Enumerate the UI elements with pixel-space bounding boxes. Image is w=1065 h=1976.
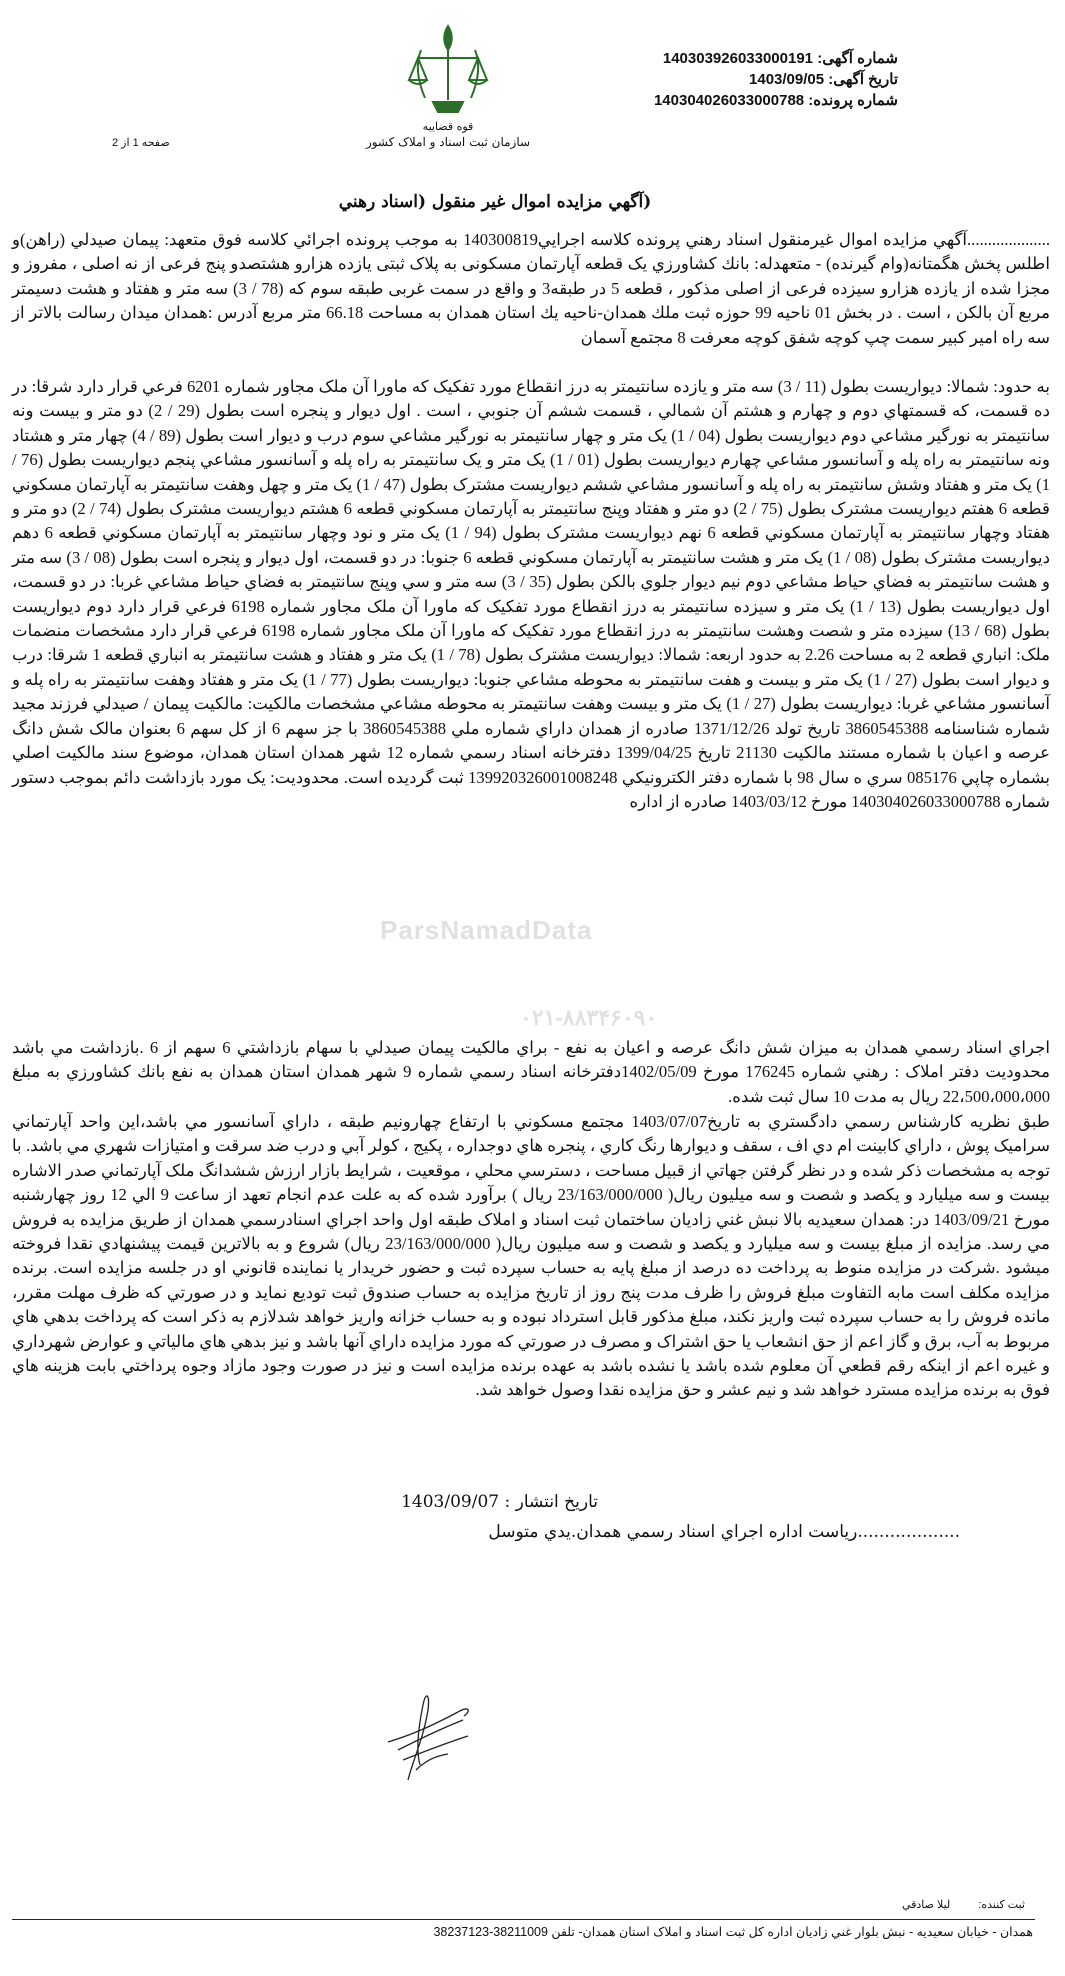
paragraph-restrictions: اجراي اسناد رسمي همدان به ميزان شش دانگ عرصه و اعيان به نفع - براي مالكيت پيمان صيدلي با سهام بازداشتي 6 سهم از 6 .بازداشت مي باشد محدوديت دفتر املاک : رهني شماره 176245 مورخ 1402/05/09دفترخانه اسناد رسمي شماره 9 شهر همدان استان همدان به نفع بانك كشاورزي به مبلغ 22،500،000،000 ريال به مدت 10 سال ثبت شده. — [12, 1038, 1050, 1106]
ad-number: شماره آگهی: 140303926033000191 — [662, 50, 898, 67]
office-signatory: ...................رياست اداره اجراي اسناد رسمي همدان.يدي متوسل — [488, 1522, 960, 1542]
handwritten-signature — [368, 1670, 488, 1790]
watermark: ParsNamadData — [380, 915, 593, 945]
ad-date: تاریخ آگهی: 1403/09/05 — [749, 71, 898, 88]
footer-divider — [12, 1919, 1035, 1920]
scales-of-justice-icon — [403, 20, 493, 120]
footer-address: همدان - خيابان سعيديه - نبش بلوار غني زاديان اداره كل ثبت اسناد و املاک استان همدان- تلفن 38211009-38237123 — [433, 1925, 1033, 1939]
recorder-name: ليلا صادقي — [901, 1899, 951, 1911]
paragraph-boundaries: به حدود: شمالا: ديواريست بطول (11 / 3) سه متر و يازده سانتيمتر به درز انقطاع مورد تفكيک كه ماورا آن ملک مجاور شماره 6201 فرعي قرار دارد شرقا: در ده قسمت، كه قسمتهاي دوم و چهارم و هشتم آن شمالي ، قسمت ششم آن جنوبي ، است . اول ديوار و پنجره است بطول (29 / 2) دو متر و بيست ونه سانتيمتر به نورگير مشاعي دوم ديواريست بطول (04 / 1) يک متر و چهار سانتيمتر به نورگير مشاعي سوم درب و ديوار است بطول (89 / 4) چهار متر و هشتاد ونه سانتيمتر به راه پله و آسانسور مشاعي چهارم ديواريست بطول (01 / 1) يک متر و يک سانتيمتر به راه پله و آسانسور مشاعي پنجم ديواريست بطول (76 / 1) يک متر و هفتاد وشش سانتيمتر به راه پله و آسانسور مشاعي ششم ديواريست مشترک بطول (47 / 1) يک متر و چهل وهفت سانتيمتر به آپارتمان مسكوني قطعه 6 هفتم ديواريست مشترک بطول (75 / 2) دو متر و هفتاد وپنج سانتيمتر به آپارتمان مسكوني قطعه 6 هشتم ديواريست مشترک بطول (74 / 2) دو متر و هفتاد وچهار سانتيمتر به آپارتمان مسكوني قطعه 6 نهم ديواريست مشترک بطول (94 / 1) يک متر و نود وچهار سانتيمتر به آپارتمان مسكوني قطعه 6 دهم ديواريست مشترک بطول (08 / 1) يک متر و هشت سانتيمتر به آپارتمان مسكوني قطعه 6 جنوبا: در دو قسمت، اول ديوار و پنجره است بطول (08 / 3) سه متر و هشت سانتيمتر به فضاي حياط مشاعي دوم نيم ديوار جلوي بالكن بطول (35 / 3) سه متر و سي وپنج سانتيمتر به فضاي حياط مشاعي غربا: در دو قسمت، اول ديواريست بطول (13 / 1) يک متر و سيزده سانتيمتر به درز انقطاع مورد تفكيک كه ماورا آن ملک مجاور شماره 6198 فرعي قرار دارد دوم ديواريست بطول (68 / 13) سيزده متر و شصت وهشت سانتيمتر به درز انقطاع مورد تفكيک كه ماورا آن ملک مجاور شماره 6198 فرعي قرار دارد مشخصات منضمات ملک: انباري قطعه 2 به مساحت 2.26 به حدود اربعه: شمالا: ديواريست مشترک بطول (78 / 1) يک متر و هفتاد و هشت سانتيمتر به انباري قطعه 1 شرقا: درب و ديوار است بطول (27 / 1) يک متر و بيست و هفت سانتيمتر به محوطه مشاعي جنوبا: ديواريست بطول (77 / 1) يک متر و هفتاد وهفت سانتيمتر به راه پله و آسانسور مشاعي غربا: ديواريست بطول (27 / 1) يک متر و بيست وهفت سانتيمتر به محوطه مشاعي مشخصات مالكيت: مالكيت پيمان / صيدلي فرزند مجيد شماره شناسنامه 3860545388 تاريخ تولد 1371/12/26 صادره از همدان داراي شماره ملي 3860545388 با جز سهم 6 از كل سهم 6 بعنوان مالک شش دانگ عرصه و اعيان با شماره مستند مالكيت 21130 تاريخ 1399/04/25 دفترخانه اسناد رسمي شماره 12 شهر همدان استان همدان، موضوع سند مالكيت اصلي بشماره چاپي 085176 سري ه سال 98 با شماره دفتر الكترونيكي 139920326001008248 ثبت گرديده است. محدوديت: يک مورد بازداشت دائم بموجب دستور شماره 140304026033000788 مورخ 1403/03/12 صادره از اداره — [12, 377, 1051, 811]
judiciary-label: قوه قضاییه — [422, 120, 474, 133]
page-number: صفحه 1 از 2 — [112, 137, 170, 149]
recorder-line — [874, 1898, 1025, 1911]
file-number: شماره پرونده: 140304026033000788 — [653, 92, 898, 109]
paragraph-auction-terms: طبق نظريه كارشناس رسمي دادگستري به تاريخ1403/07/07 مجتمع مسكوني با ارتفاع چهارونيم طبقه ، داراي آسانسور مي باشد،اين واحد آپارتماني سراميک پوش ، داراي كابينت ام دي اف ، سقف و ديوارها رنگ كاري ، پنجره هاي دوجداره ، پكيج ، كولر آبي و درب ضد سرقت و امتيازات شهري مي باشد. با توجه به مشخصات ذكر شده و در نظر گرفتن جهاتي از قبيل مساحت ، دسترسي محلي ، موقعيت ، شرايط بازار ارزش ششدانگ ملک آپارتماني صدر الاشاره بيست و سه ميليارد و يكصد و شصت و سه ميليون ريال( 23/163/000/000 ريال ) برآورد شده كه به علت عدم انجام تعهد از ساعت 9 الي 12 روز چهارشنبه مورخ 1403/09/21 در: همدان سعيديه بالا نبش غني زاديان ساختمان ثبت اسناد و املاک طبقه اول واحد اجراي اسنادرسمي همدان از طريق مزايده به فروش مي رسد. مزايده از مبلغ بيست و سه ميليارد و يكصد و شصت و سه ميليون ريال( 23/163/000/000 ريال) شروع و به بالاترين قيمت پيشنهادي نقدا فروخته ميشود .شركت در مزايده منوط به پرداخت ده درصد از مبلغ پايه به حساب سپرده ثبت و حضور خريدار يا نماينده قانوني او در جلسه مزايده است. برنده مزايده مكلف است مابه التفاوت مبلغ فروش را ظرف مدت پنج روز از تاريخ مزايده به حساب صندوق ثبت توديع نمايد و در صورتي كه ظرف مهلت مقرر، مانده فروش را به حساب سپرده ثبت واريز نكند، مبلغ مذكور قابل استرداد نبوده و به حساب خزانه واريز خواهد شدلازم به ذكر است كه پرداخت بدهي هاي مربوط به آب، برق و گاز اعم از حق انشعاب يا حق اشتراک و مصرف در صورتي كه مورد مزايده داراي آنها باشد و نيز بدهي هاي مالياتي و عوارض شهرداري و غيره اعم از اينكه رقم قطعي آن معلوم شده باشد يا نشده باشد به عهده برنده مزايده است و نيز در صورت وجود مازاد وجوه پرداختي بابت هزينه هاي فوق به برنده مزايده مسترد خواهد شد و نيم عشر و حق مزايده نقدا وصول خواهد شد. — [12, 1112, 1050, 1400]
recorder-label: ثبت كننده: — [978, 1899, 1025, 1911]
ad-meta — [538, 48, 898, 111]
org-name: سازمان ثبت اسناد و املاک کشور — [365, 135, 531, 149]
publish-date: تاريخ انتشار : 1403/09/07 — [401, 1492, 598, 1512]
paragraph-intro: ....................آگهي مزايده اموال غيرمنقول اسناد رهني پرونده كلاسه اجرايي140300819 به موجب پرونده اجرائي كلاسه فوق متعهد: پيمان صيدلي (راهن)و اطلس پخش هگمتانه(وام گيرنده) - متعهدله: بانك كشاورزي يک قطعه آپارتمان مسکونی به پلاک ثبتی یازده هزارو هشتصدو پنج فرعی از نه اصلی ، مفروز و مجزا شده از یازده هزارو سیزده فرعی از اصلی مذکور ، قطعه 5 در طبقه3 و واقع در سمت غربی طبقه سوم كه (78 / 3) سه متر و هفتاد و هشت دسيمتر مربع آن بالكن ، است . در بخش 01 ناحيه 99 حوزه ثبت ملك همدان-ناحيه يك استان همدان به مساحت 66.18 متر مربع آدرس :همدان ميدان رسالت بالاتر از سه راه امير كبير سمت چپ كوچه شفق كوچه معرفت 8 مجتمع آسمان — [12, 230, 1050, 347]
judiciary-emblem — [348, 20, 548, 160]
page-title: (آگهي مزايده اموال غير منقول (اسناد رهني — [338, 192, 652, 212]
watermark-phone: ۰۲۱-۸۸۳۴۶۰۹۰ — [520, 1005, 658, 1030]
